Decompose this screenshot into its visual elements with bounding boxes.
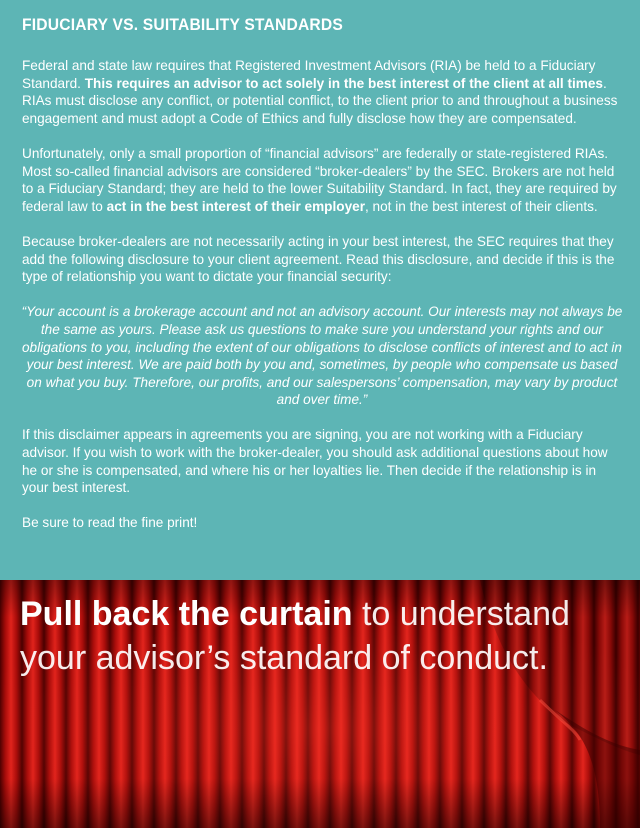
emphasis-text: act in the best interest of their employer <box>106 198 365 214</box>
article-body <box>22 57 622 550</box>
paragraph-advice: If this disclaimer appears in agreements you are signing, you are not working with a Fiduciary advisor. If you wish to work with the broker-dealer, you should ask additional questions about how he or she is compensated, and where his or her loyalties lie. Then decide if the relationship is in your best interest. <box>22 427 608 496</box>
disclosure-quote: “Your account is a brokerage account and not an advisory account. Our interests may not always be the same as yours. Please ask us questions to make sure you understand your rights and our obligations to you, including the extent of our obligations to disclose conflicts of interest and to act in your best interest. We are paid both by you and, sometimes, by people who compensate us based on what you buy. Therefore, our profits, and our salespersons’ compensation, may vary by product and over time.” <box>21 304 623 408</box>
paragraph-text: . RIAs must disclose any conflict, or potential conflict, to the client prior to and throughout a business engagement and must adopt a Code of Ethics and fully disclose how they are compensated. <box>22 75 618 126</box>
banner-tagline <box>20 592 620 680</box>
paragraph-fine-print: Be sure to read the fine print! <box>22 515 198 531</box>
paragraph-fiduciary <box>22 57 622 127</box>
paragraph-text: Federal and state law requires that Registered Investment Advisors (RIA) be held to a Fiduciary Standard. <box>22 58 596 91</box>
tagline-strong: Pull back the curtain <box>20 595 353 633</box>
paragraph-text: , not in the best interest of their clients. <box>364 198 598 214</box>
paragraph-broker <box>22 145 622 215</box>
page-title: FIDUCIARY VS. SUITABILITY STANDARDS <box>22 15 344 34</box>
paragraph-disclosure-intro: Because broker-dealers are not necessarily acting in your best interest, the SEC requires that they add the following disclosure to your client agreement. Read this disclosure, and decide if this is the type of relationship you want to dictate your financial security: <box>22 233 615 285</box>
paragraph-text: Unfortunately, only a small proportion of “financial advisors” are federally or state-registered RIAs. Most so-called financial advisors are considered “broker-dealers” by the SEC. Brokers are not held to a Fiduciary Standard; they are held to the lower Suitability Standard. In fact, they are required by federal law to <box>22 145 617 214</box>
emphasis-text: This requires an advisor to act solely in the best interest of the client at all times <box>84 75 603 91</box>
tagline-light: to understand your advisor’s standard of conduct. <box>20 595 570 677</box>
